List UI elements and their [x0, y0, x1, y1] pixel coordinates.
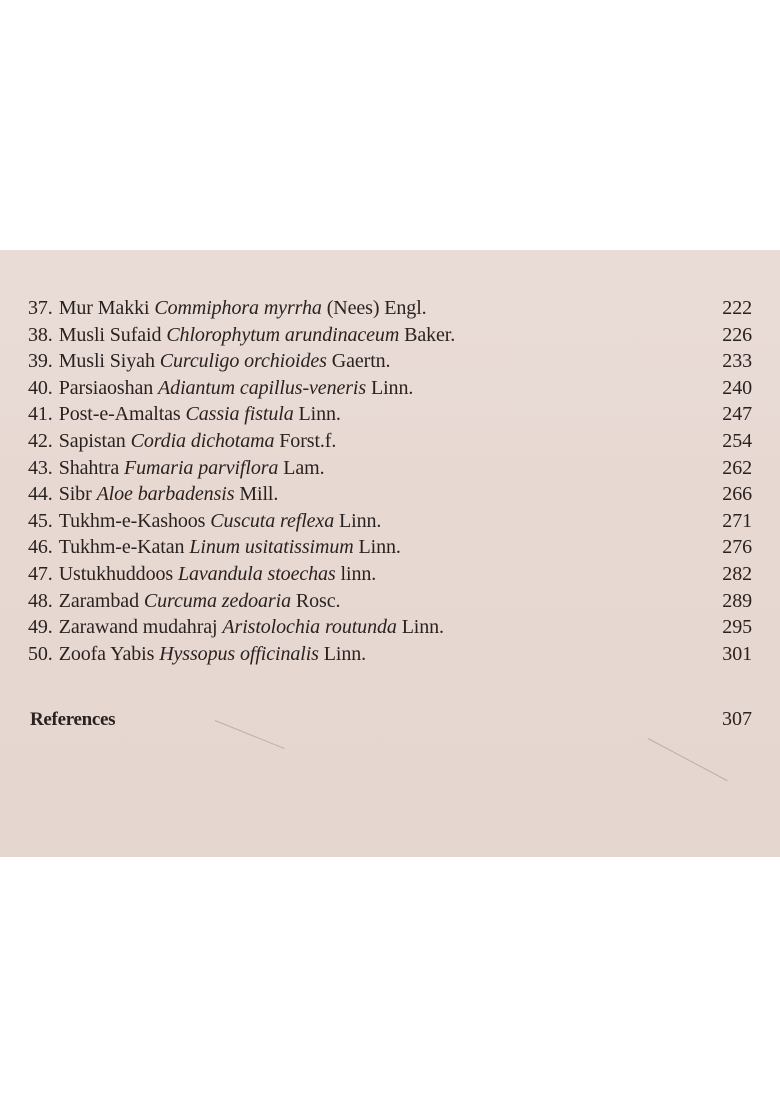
entry-page-number: 276: [722, 536, 752, 559]
entry-scientific-name: Curculigo orchioides: [159, 350, 327, 373]
entry-scientific-name: Aloe barbadensis: [96, 483, 235, 506]
references-label: References: [30, 709, 116, 730]
entry-common-name: Zoofa Yabis: [58, 642, 155, 665]
entry-number: 43.: [28, 456, 53, 479]
toc-entry[interactable]: [28, 641, 752, 668]
entry-page-number: 266: [722, 483, 752, 506]
toc-entry-title: [28, 428, 336, 454]
entry-scientific-name: Chlorophytum arundinaceum: [166, 323, 400, 346]
entry-scientific-name: Commiphora myrrha: [154, 297, 322, 319]
entry-scientific-name: Cordia dichotama: [130, 429, 275, 452]
toc-entry-title: [28, 641, 366, 667]
entry-common-name: Sapistan: [58, 429, 126, 452]
entry-number: 50.: [28, 642, 53, 665]
toc-entry[interactable]: [28, 588, 752, 615]
entry-common-name: Zarambad: [58, 589, 139, 612]
entry-page-number: 222: [722, 297, 752, 319]
table-of-contents: [28, 295, 752, 667]
toc-entry-title: [28, 348, 390, 374]
entry-number: 47.: [28, 562, 53, 585]
toc-entry[interactable]: [28, 348, 752, 375]
entry-number: 48.: [28, 589, 53, 612]
entry-authority: Gaertn.: [331, 350, 391, 373]
page-scratch-mark: [648, 738, 728, 781]
entry-page-number: 240: [722, 376, 752, 399]
toc-entry-title: [28, 481, 278, 507]
toc-entry-title: [28, 508, 381, 534]
references-page-number: 307: [722, 708, 752, 730]
toc-entry-title: [28, 614, 444, 640]
entry-page-number: 271: [722, 509, 752, 532]
entry-scientific-name: Cuscuta reflexa: [210, 509, 335, 532]
entry-scientific-name: Lavandula stoechas: [177, 562, 336, 585]
entry-scientific-name: Fumaria parviflora: [124, 456, 279, 479]
entry-authority: Rosc.: [295, 589, 341, 612]
entry-number: 45.: [28, 509, 53, 532]
entry-scientific-name: Curcuma zedoaria: [143, 589, 291, 612]
entry-authority: Linn.: [298, 403, 341, 426]
toc-entry-title: [28, 534, 401, 560]
entry-scientific-name: Adiantum capillus-veneris: [158, 376, 367, 399]
entry-common-name: Musli Siyah: [58, 350, 155, 373]
entry-common-name: Mur Makki: [58, 297, 150, 319]
entry-page-number: 254: [722, 429, 752, 452]
entry-page-number: 262: [722, 456, 752, 479]
entry-common-name: Post-e-Amaltas: [58, 403, 181, 426]
entry-authority: linn.: [340, 562, 377, 585]
toc-entry[interactable]: [28, 428, 752, 455]
entry-number: 44.: [28, 483, 53, 506]
toc-references-row[interactable]: [30, 702, 752, 731]
entry-authority: Linn.: [339, 509, 382, 532]
entry-authority: Linn.: [358, 536, 401, 559]
entry-scientific-name: Linum usitatissimum: [189, 536, 354, 559]
toc-entry[interactable]: [28, 534, 752, 561]
toc-entry[interactable]: [28, 295, 752, 322]
toc-entry-title: [28, 295, 427, 321]
toc-entry-title: [28, 375, 413, 401]
toc-entry-title: [28, 588, 340, 614]
toc-entry[interactable]: [28, 455, 752, 482]
toc-entry[interactable]: [28, 614, 752, 641]
toc-entry[interactable]: [28, 375, 752, 402]
entry-number: 41.: [28, 403, 53, 426]
entry-authority: Forst.f.: [279, 429, 337, 452]
entry-page-number: 247: [722, 403, 752, 426]
entry-number: 40.: [28, 376, 53, 399]
entry-common-name: Zarawand mudahraj: [58, 616, 218, 639]
entry-authority: Linn.: [401, 616, 444, 639]
toc-entry[interactable]: [28, 322, 752, 349]
entry-page-number: 295: [722, 616, 752, 639]
entry-scientific-name: Aristolochia routunda: [222, 616, 397, 639]
toc-entry-title: [28, 455, 325, 481]
toc-entry[interactable]: [28, 401, 752, 428]
toc-entry[interactable]: [28, 508, 752, 535]
entry-authority: Baker.: [404, 323, 456, 346]
toc-entry[interactable]: [28, 481, 752, 508]
entry-page-number: 301: [722, 642, 752, 665]
toc-entry-title: [28, 401, 341, 427]
entry-number: 39.: [28, 350, 53, 373]
entry-number: 42.: [28, 429, 53, 452]
entry-authority: Mill.: [239, 483, 279, 506]
entry-number: 49.: [28, 616, 53, 639]
entry-page-number: 289: [722, 589, 752, 612]
entry-common-name: Ustukhuddoos: [58, 562, 174, 585]
entry-number: 46.: [28, 536, 53, 559]
entry-page-number: 226: [722, 323, 752, 346]
entry-common-name: Shahtra: [58, 456, 120, 479]
entry-common-name: Tukhm-e-Katan: [58, 536, 185, 559]
entry-number: 38.: [28, 323, 53, 346]
entry-common-name: Sibr: [58, 483, 92, 506]
entry-scientific-name: Cassia fistula: [185, 403, 294, 426]
toc-entry-title: [28, 322, 455, 348]
entry-authority: Linn.: [370, 376, 414, 399]
toc-entry-title: [28, 561, 376, 587]
entry-common-name: Parsiaoshan: [58, 376, 154, 399]
book-page: [0, 250, 780, 857]
entry-number: 37.: [28, 297, 53, 319]
toc-entry[interactable]: [28, 561, 752, 588]
entry-authority: Linn.: [323, 642, 367, 665]
entry-common-name: Tukhm-e-Kashoos: [58, 509, 206, 532]
entry-authority: Lam.: [283, 456, 325, 479]
entry-authority: (Nees) Engl.: [326, 297, 427, 319]
entry-scientific-name: Hyssopus officinalis: [159, 642, 319, 665]
entry-page-number: 233: [722, 350, 752, 373]
entry-common-name: Musli Sufaid: [58, 323, 162, 346]
entry-page-number: 282: [722, 562, 752, 585]
